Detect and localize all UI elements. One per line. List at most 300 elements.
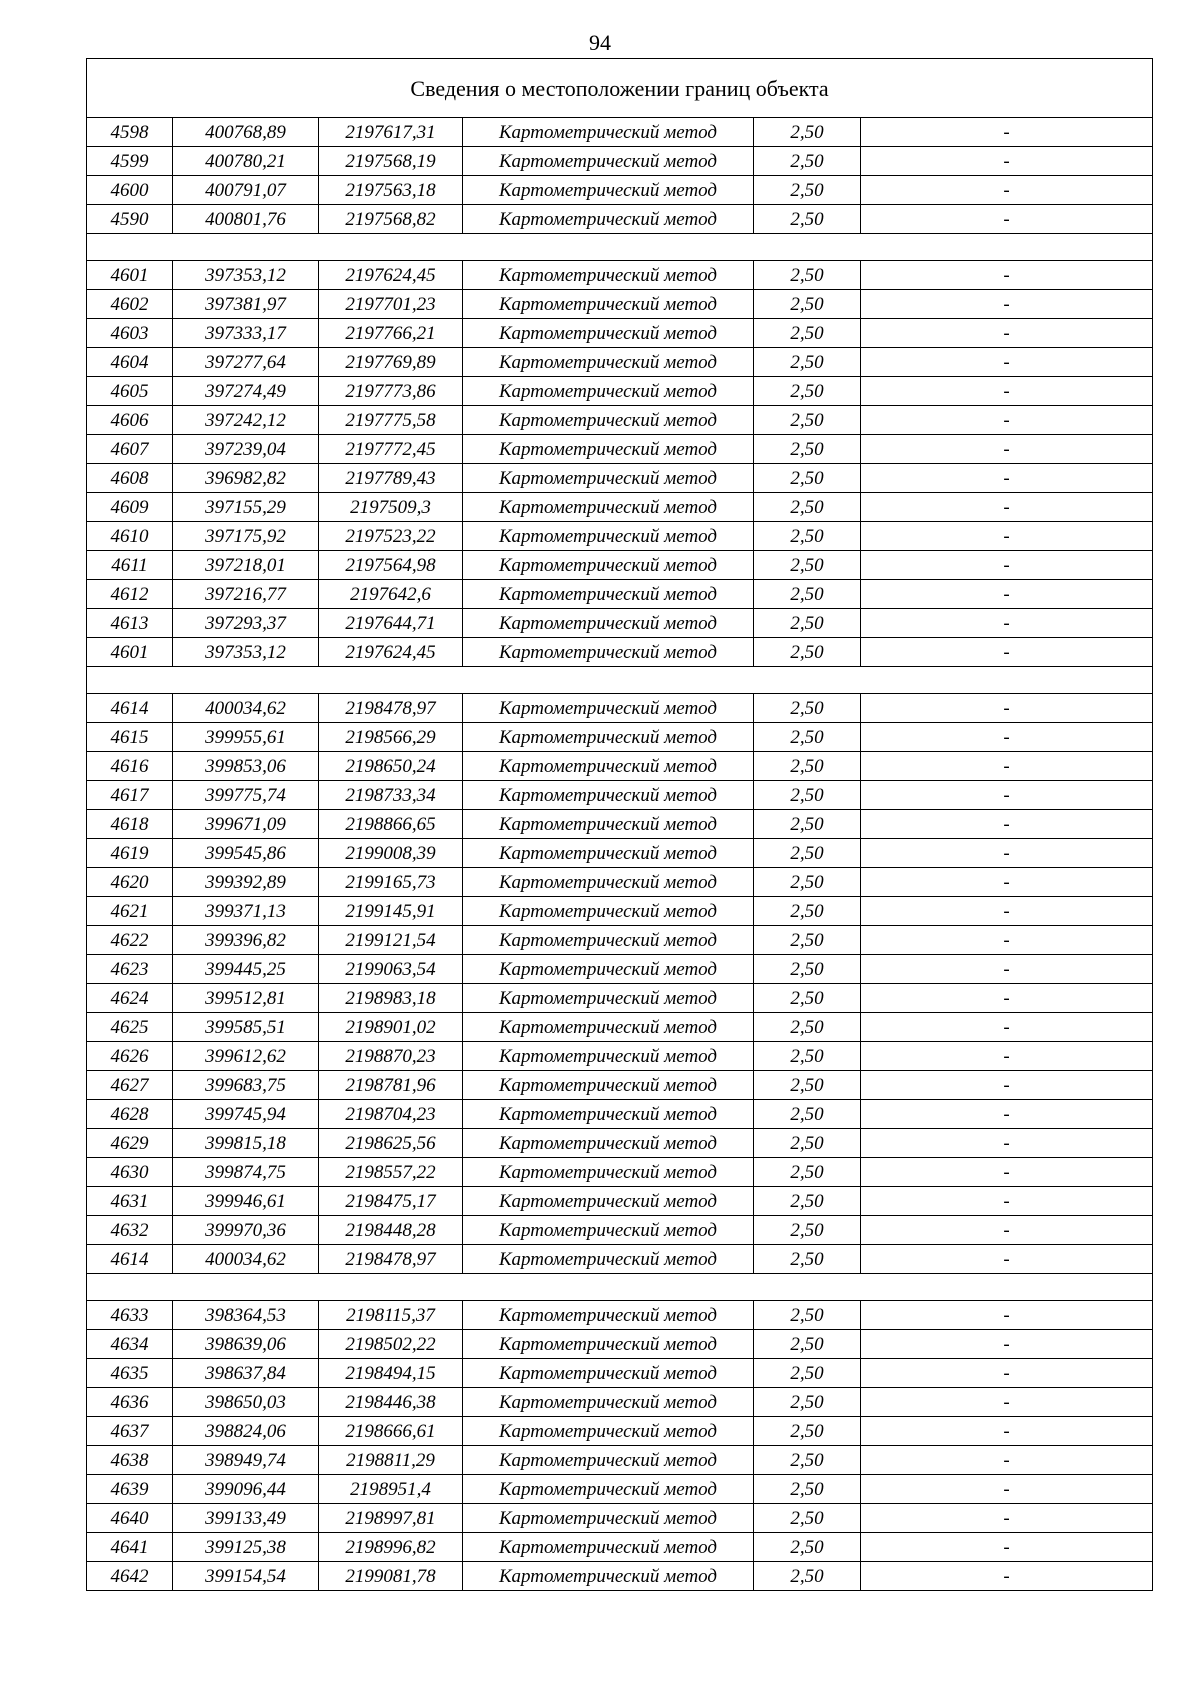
description-cell: -: [861, 1187, 1153, 1216]
y-coordinate-cell: 2198448,28: [319, 1216, 463, 1245]
method-cell: Картометрический метод: [463, 1417, 754, 1446]
y-coordinate-cell: 2198901,02: [319, 1013, 463, 1042]
table-row: [87, 955, 1153, 984]
point-number-cell: 4616: [87, 752, 173, 781]
y-coordinate-cell: 2198650,24: [319, 752, 463, 781]
accuracy-cell: 2,50: [754, 897, 861, 926]
point-number-cell: 4639: [87, 1475, 173, 1504]
table-row: [87, 1245, 1153, 1274]
method-cell: Картометрический метод: [463, 1330, 754, 1359]
y-coordinate-cell: 2197568,19: [319, 147, 463, 176]
point-number-cell: 4603: [87, 319, 173, 348]
method-cell: Картометрический метод: [463, 810, 754, 839]
x-coordinate-cell: 397381,97: [173, 290, 319, 319]
table-row: [87, 406, 1153, 435]
accuracy-cell: 2,50: [754, 839, 861, 868]
accuracy-cell: 2,50: [754, 406, 861, 435]
method-cell: Картометрический метод: [463, 1158, 754, 1187]
description-cell: -: [861, 955, 1153, 984]
y-coordinate-cell: 2198625,56: [319, 1129, 463, 1158]
table-row: [87, 926, 1153, 955]
accuracy-cell: 2,50: [754, 1042, 861, 1071]
page-number: 94: [589, 30, 611, 55]
accuracy-cell: 2,50: [754, 1216, 861, 1245]
method-cell: Картометрический метод: [463, 1504, 754, 1533]
table-row: [87, 493, 1153, 522]
method-cell: Картометрический метод: [463, 723, 754, 752]
table-row: [87, 984, 1153, 1013]
accuracy-cell: 2,50: [754, 1129, 861, 1158]
accuracy-cell: 2,50: [754, 752, 861, 781]
point-number-cell: 4619: [87, 839, 173, 868]
method-cell: Картометрический метод: [463, 205, 754, 234]
method-cell: Картометрический метод: [463, 147, 754, 176]
method-cell: Картометрический метод: [463, 319, 754, 348]
method-cell: Картометрический метод: [463, 638, 754, 667]
x-coordinate-cell: 397218,01: [173, 551, 319, 580]
description-cell: -: [861, 1504, 1153, 1533]
description-cell: -: [861, 1071, 1153, 1100]
description-cell: -: [861, 1446, 1153, 1475]
accuracy-cell: 2,50: [754, 1330, 861, 1359]
table-row: [87, 1158, 1153, 1187]
description-cell: -: [861, 1216, 1153, 1245]
method-cell: Картометрический метод: [463, 1301, 754, 1330]
method-cell: Картометрический метод: [463, 1533, 754, 1562]
table-row: [87, 290, 1153, 319]
accuracy-cell: 2,50: [754, 1417, 861, 1446]
table-row: [87, 205, 1153, 234]
group-separator-cell: [87, 1274, 1153, 1301]
table-row: [87, 118, 1153, 147]
point-number-cell: 4613: [87, 609, 173, 638]
x-coordinate-cell: 398949,74: [173, 1446, 319, 1475]
point-number-cell: 4622: [87, 926, 173, 955]
description-cell: -: [861, 1042, 1153, 1071]
point-number-cell: 4590: [87, 205, 173, 234]
point-number-cell: 4640: [87, 1504, 173, 1533]
table-row: [87, 897, 1153, 926]
method-cell: Картометрический метод: [463, 781, 754, 810]
method-cell: Картометрический метод: [463, 176, 754, 205]
accuracy-cell: 2,50: [754, 261, 861, 290]
y-coordinate-cell: 2197772,45: [319, 435, 463, 464]
table-row: [87, 1187, 1153, 1216]
y-coordinate-cell: 2198666,61: [319, 1417, 463, 1446]
accuracy-cell: 2,50: [754, 1359, 861, 1388]
y-coordinate-cell: 2198478,97: [319, 694, 463, 723]
y-coordinate-cell: 2198733,34: [319, 781, 463, 810]
x-coordinate-cell: 399946,61: [173, 1187, 319, 1216]
x-coordinate-cell: 397274,49: [173, 377, 319, 406]
table-row: [87, 1301, 1153, 1330]
accuracy-cell: 2,50: [754, 205, 861, 234]
table-row: [87, 1533, 1153, 1562]
x-coordinate-cell: 399396,82: [173, 926, 319, 955]
x-coordinate-cell: 398364,53: [173, 1301, 319, 1330]
x-coordinate-cell: 399970,36: [173, 1216, 319, 1245]
boundary-coordinates-table: [86, 58, 1153, 1591]
table-row: [87, 839, 1153, 868]
table-row: [87, 1330, 1153, 1359]
accuracy-cell: 2,50: [754, 176, 861, 205]
table-row: [87, 1216, 1153, 1245]
x-coordinate-cell: 399096,44: [173, 1475, 319, 1504]
point-number-cell: 4641: [87, 1533, 173, 1562]
accuracy-cell: 2,50: [754, 464, 861, 493]
point-number-cell: 4602: [87, 290, 173, 319]
method-cell: Картометрический метод: [463, 926, 754, 955]
point-number-cell: 4599: [87, 147, 173, 176]
table-row: [87, 723, 1153, 752]
y-coordinate-cell: 2199121,54: [319, 926, 463, 955]
accuracy-cell: 2,50: [754, 118, 861, 147]
method-cell: Картометрический метод: [463, 522, 754, 551]
description-cell: -: [861, 551, 1153, 580]
x-coordinate-cell: 400791,07: [173, 176, 319, 205]
x-coordinate-cell: 398650,03: [173, 1388, 319, 1417]
x-coordinate-cell: 397239,04: [173, 435, 319, 464]
table-row: [87, 1042, 1153, 1071]
method-cell: Картометрический метод: [463, 290, 754, 319]
description-cell: -: [861, 1388, 1153, 1417]
x-coordinate-cell: 398637,84: [173, 1359, 319, 1388]
method-cell: Картометрический метод: [463, 261, 754, 290]
accuracy-cell: 2,50: [754, 1013, 861, 1042]
x-coordinate-cell: 399955,61: [173, 723, 319, 752]
method-cell: Картометрический метод: [463, 348, 754, 377]
table-row: [87, 580, 1153, 609]
x-coordinate-cell: 397175,92: [173, 522, 319, 551]
table-row: [87, 1562, 1153, 1591]
x-coordinate-cell: 400780,21: [173, 147, 319, 176]
accuracy-cell: 2,50: [754, 868, 861, 897]
description-cell: -: [861, 723, 1153, 752]
description-cell: -: [861, 609, 1153, 638]
description-cell: -: [861, 1533, 1153, 1562]
method-cell: Картометрический метод: [463, 1359, 754, 1388]
method-cell: Картометрический метод: [463, 984, 754, 1013]
description-cell: -: [861, 522, 1153, 551]
x-coordinate-cell: 399545,86: [173, 839, 319, 868]
accuracy-cell: 2,50: [754, 1245, 861, 1274]
y-coordinate-cell: 2197642,6: [319, 580, 463, 609]
x-coordinate-cell: 399392,89: [173, 868, 319, 897]
method-cell: Картометрический метод: [463, 897, 754, 926]
table-row: [87, 1388, 1153, 1417]
method-cell: Картометрический метод: [463, 1013, 754, 1042]
x-coordinate-cell: 399815,18: [173, 1129, 319, 1158]
table-row: [87, 1446, 1153, 1475]
accuracy-cell: 2,50: [754, 522, 861, 551]
accuracy-cell: 2,50: [754, 551, 861, 580]
point-number-cell: 4601: [87, 638, 173, 667]
y-coordinate-cell: 2197644,71: [319, 609, 463, 638]
x-coordinate-cell: 399371,13: [173, 897, 319, 926]
method-cell: Картометрический метод: [463, 1446, 754, 1475]
description-cell: -: [861, 435, 1153, 464]
y-coordinate-cell: 2199145,91: [319, 897, 463, 926]
description-cell: -: [861, 1301, 1153, 1330]
point-number-cell: 4638: [87, 1446, 173, 1475]
y-coordinate-cell: 2197789,43: [319, 464, 463, 493]
y-coordinate-cell: 2197563,18: [319, 176, 463, 205]
accuracy-cell: 2,50: [754, 1187, 861, 1216]
x-coordinate-cell: 399585,51: [173, 1013, 319, 1042]
accuracy-cell: 2,50: [754, 493, 861, 522]
accuracy-cell: 2,50: [754, 377, 861, 406]
table-row: [87, 752, 1153, 781]
description-cell: -: [861, 205, 1153, 234]
method-cell: Картометрический метод: [463, 1071, 754, 1100]
method-cell: Картометрический метод: [463, 1245, 754, 1274]
accuracy-cell: 2,50: [754, 781, 861, 810]
accuracy-cell: 2,50: [754, 609, 861, 638]
y-coordinate-cell: 2197769,89: [319, 348, 463, 377]
x-coordinate-cell: 400801,76: [173, 205, 319, 234]
table-row: [87, 261, 1153, 290]
point-number-cell: 4617: [87, 781, 173, 810]
table-row: [87, 464, 1153, 493]
group-separator-row: [87, 1274, 1153, 1301]
description-cell: -: [861, 1562, 1153, 1591]
x-coordinate-cell: 397293,37: [173, 609, 319, 638]
accuracy-cell: 2,50: [754, 1158, 861, 1187]
x-coordinate-cell: 398639,06: [173, 1330, 319, 1359]
point-number-cell: 4621: [87, 897, 173, 926]
description-cell: -: [861, 319, 1153, 348]
table-row: [87, 609, 1153, 638]
method-cell: Картометрический метод: [463, 1562, 754, 1591]
table-row: [87, 551, 1153, 580]
y-coordinate-cell: 2198983,18: [319, 984, 463, 1013]
point-number-cell: 4633: [87, 1301, 173, 1330]
x-coordinate-cell: 400768,89: [173, 118, 319, 147]
y-coordinate-cell: 2197617,31: [319, 118, 463, 147]
accuracy-cell: 2,50: [754, 1533, 861, 1562]
y-coordinate-cell: 2197775,58: [319, 406, 463, 435]
y-coordinate-cell: 2198866,65: [319, 810, 463, 839]
accuracy-cell: 2,50: [754, 1388, 861, 1417]
point-number-cell: 4627: [87, 1071, 173, 1100]
accuracy-cell: 2,50: [754, 147, 861, 176]
y-coordinate-cell: 2198557,22: [319, 1158, 463, 1187]
x-coordinate-cell: 399775,74: [173, 781, 319, 810]
point-number-cell: 4620: [87, 868, 173, 897]
y-coordinate-cell: 2198475,17: [319, 1187, 463, 1216]
x-coordinate-cell: 397277,64: [173, 348, 319, 377]
point-number-cell: 4637: [87, 1417, 173, 1446]
y-coordinate-cell: 2198781,96: [319, 1071, 463, 1100]
description-cell: -: [861, 1475, 1153, 1504]
x-coordinate-cell: 397353,12: [173, 261, 319, 290]
y-coordinate-cell: 2197624,45: [319, 638, 463, 667]
table-row: [87, 1417, 1153, 1446]
description-cell: -: [861, 406, 1153, 435]
x-coordinate-cell: 399683,75: [173, 1071, 319, 1100]
point-number-cell: 4635: [87, 1359, 173, 1388]
description-cell: -: [861, 1417, 1153, 1446]
table-row: [87, 522, 1153, 551]
description-cell: -: [861, 638, 1153, 667]
point-number-cell: 4632: [87, 1216, 173, 1245]
description-cell: -: [861, 176, 1153, 205]
point-number-cell: 4615: [87, 723, 173, 752]
group-separator-row: [87, 234, 1153, 261]
point-number-cell: 4611: [87, 551, 173, 580]
description-cell: -: [861, 868, 1153, 897]
point-number-cell: 4614: [87, 1245, 173, 1274]
point-number-cell: 4618: [87, 810, 173, 839]
accuracy-cell: 2,50: [754, 810, 861, 839]
description-cell: -: [861, 1330, 1153, 1359]
accuracy-cell: 2,50: [754, 435, 861, 464]
point-number-cell: 4629: [87, 1129, 173, 1158]
table-row: [87, 348, 1153, 377]
x-coordinate-cell: 399154,54: [173, 1562, 319, 1591]
table-row: [87, 319, 1153, 348]
y-coordinate-cell: 2199063,54: [319, 955, 463, 984]
description-cell: -: [861, 1129, 1153, 1158]
y-coordinate-cell: 2198446,38: [319, 1388, 463, 1417]
description-cell: -: [861, 1013, 1153, 1042]
point-number-cell: 4607: [87, 435, 173, 464]
method-cell: Картометрический метод: [463, 377, 754, 406]
point-number-cell: 4612: [87, 580, 173, 609]
table-row: [87, 638, 1153, 667]
x-coordinate-cell: 399671,09: [173, 810, 319, 839]
x-coordinate-cell: 397155,29: [173, 493, 319, 522]
accuracy-cell: 2,50: [754, 319, 861, 348]
method-cell: Картометрический метод: [463, 1042, 754, 1071]
x-coordinate-cell: 400034,62: [173, 694, 319, 723]
y-coordinate-cell: 2198951,4: [319, 1475, 463, 1504]
y-coordinate-cell: 2198811,29: [319, 1446, 463, 1475]
x-coordinate-cell: 396982,82: [173, 464, 319, 493]
table-row: [87, 810, 1153, 839]
x-coordinate-cell: 399853,06: [173, 752, 319, 781]
point-number-cell: 4610: [87, 522, 173, 551]
x-coordinate-cell: 399874,75: [173, 1158, 319, 1187]
point-number-cell: 4624: [87, 984, 173, 1013]
description-cell: -: [861, 897, 1153, 926]
description-cell: -: [861, 781, 1153, 810]
y-coordinate-cell: 2197564,98: [319, 551, 463, 580]
description-cell: -: [861, 839, 1153, 868]
method-cell: Картометрический метод: [463, 955, 754, 984]
description-cell: -: [861, 694, 1153, 723]
table-row: [87, 147, 1153, 176]
point-number-cell: 4614: [87, 694, 173, 723]
table-row: [87, 868, 1153, 897]
table-row: [87, 377, 1153, 406]
y-coordinate-cell: 2199008,39: [319, 839, 463, 868]
method-cell: Картометрический метод: [463, 435, 754, 464]
description-cell: -: [861, 348, 1153, 377]
description-cell: -: [861, 1100, 1153, 1129]
accuracy-cell: 2,50: [754, 1071, 861, 1100]
table-row: [87, 1504, 1153, 1533]
y-coordinate-cell: 2199081,78: [319, 1562, 463, 1591]
point-number-cell: 4626: [87, 1042, 173, 1071]
method-cell: Картометрический метод: [463, 868, 754, 897]
point-number-cell: 4630: [87, 1158, 173, 1187]
description-cell: -: [861, 580, 1153, 609]
y-coordinate-cell: 2197701,23: [319, 290, 463, 319]
point-number-cell: 4642: [87, 1562, 173, 1591]
method-cell: Картометрический метод: [463, 1187, 754, 1216]
accuracy-cell: 2,50: [754, 290, 861, 319]
y-coordinate-cell: 2198704,23: [319, 1100, 463, 1129]
method-cell: Картометрический метод: [463, 1475, 754, 1504]
accuracy-cell: 2,50: [754, 1475, 861, 1504]
description-cell: -: [861, 1158, 1153, 1187]
method-cell: Картометрический метод: [463, 580, 754, 609]
table-title-row: [87, 59, 1153, 118]
method-cell: Картометрический метод: [463, 1100, 754, 1129]
x-coordinate-cell: 399133,49: [173, 1504, 319, 1533]
method-cell: Картометрический метод: [463, 1216, 754, 1245]
accuracy-cell: 2,50: [754, 1301, 861, 1330]
description-cell: -: [861, 984, 1153, 1013]
table-body: [87, 59, 1153, 1591]
y-coordinate-cell: 2197509,3: [319, 493, 463, 522]
group-separator-cell: [87, 667, 1153, 694]
point-number-cell: 4605: [87, 377, 173, 406]
method-cell: Картометрический метод: [463, 464, 754, 493]
description-cell: -: [861, 926, 1153, 955]
method-cell: Картометрический метод: [463, 551, 754, 580]
description-cell: -: [861, 810, 1153, 839]
y-coordinate-cell: 2198494,15: [319, 1359, 463, 1388]
point-number-cell: 4634: [87, 1330, 173, 1359]
point-number-cell: 4625: [87, 1013, 173, 1042]
method-cell: Картометрический метод: [463, 752, 754, 781]
table-row: [87, 1129, 1153, 1158]
y-coordinate-cell: 2198115,37: [319, 1301, 463, 1330]
description-cell: -: [861, 493, 1153, 522]
method-cell: Картометрический метод: [463, 493, 754, 522]
table-row: [87, 781, 1153, 810]
description-cell: -: [861, 1359, 1153, 1388]
accuracy-cell: 2,50: [754, 926, 861, 955]
y-coordinate-cell: 2198502,22: [319, 1330, 463, 1359]
table-row: [87, 176, 1153, 205]
x-coordinate-cell: 399125,38: [173, 1533, 319, 1562]
description-cell: -: [861, 290, 1153, 319]
accuracy-cell: 2,50: [754, 348, 861, 377]
table-row: [87, 435, 1153, 464]
method-cell: Картометрический метод: [463, 839, 754, 868]
point-number-cell: 4606: [87, 406, 173, 435]
method-cell: Картометрический метод: [463, 609, 754, 638]
accuracy-cell: 2,50: [754, 1504, 861, 1533]
point-number-cell: 4609: [87, 493, 173, 522]
description-cell: -: [861, 118, 1153, 147]
point-number-cell: 4631: [87, 1187, 173, 1216]
accuracy-cell: 2,50: [754, 694, 861, 723]
method-cell: Картометрический метод: [463, 406, 754, 435]
y-coordinate-cell: 2197523,22: [319, 522, 463, 551]
point-number-cell: 4601: [87, 261, 173, 290]
table-row: [87, 1100, 1153, 1129]
y-coordinate-cell: 2198566,29: [319, 723, 463, 752]
description-cell: -: [861, 464, 1153, 493]
method-cell: Картометрический метод: [463, 1129, 754, 1158]
x-coordinate-cell: 397216,77: [173, 580, 319, 609]
table-row: [87, 1359, 1153, 1388]
point-number-cell: 4598: [87, 118, 173, 147]
